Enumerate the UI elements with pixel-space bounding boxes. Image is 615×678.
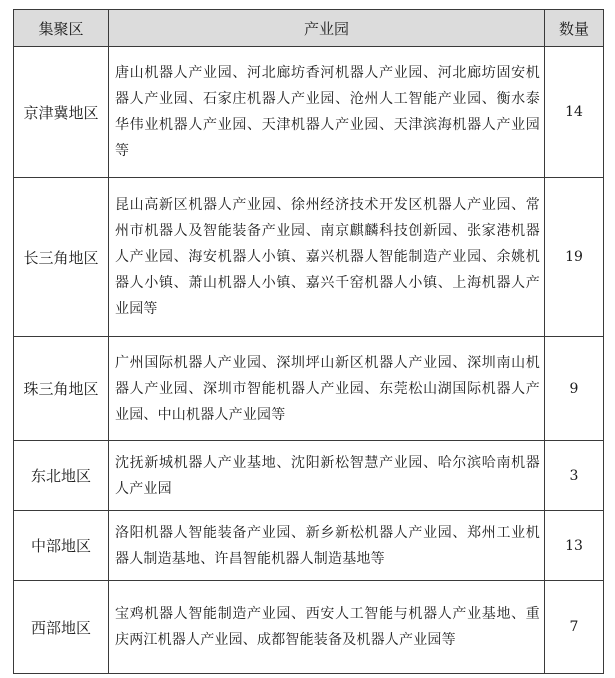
region-cell: 中部地区 <box>14 511 109 581</box>
parks-cell: 宝鸡机器人智能制造产业园、西安人工智能与机器人产业基地、重庆两江机器人产业园、成都智能装备及机器人产业园等 <box>109 581 545 674</box>
industrial-park-table <box>13 9 604 674</box>
count-cell: 9 <box>545 337 604 441</box>
table-row <box>14 441 604 511</box>
table-row <box>14 178 604 337</box>
table-header <box>14 10 604 47</box>
header-region: 集聚区 <box>14 10 109 47</box>
region-cell: 京津冀地区 <box>14 47 109 178</box>
header-parks: 产业园 <box>109 10 545 47</box>
region-cell: 长三角地区 <box>14 178 109 337</box>
table-row <box>14 47 604 178</box>
count-cell: 19 <box>545 178 604 337</box>
parks-cell: 洛阳机器人智能装备产业园、新乡新松机器人产业园、郑州工业机器人制造基地、许昌智能机器人制造基地等 <box>109 511 545 581</box>
region-cell: 珠三角地区 <box>14 337 109 441</box>
region-cell: 西部地区 <box>14 581 109 674</box>
parks-cell: 广州国际机器人产业园、深圳坪山新区机器人产业园、深圳南山机器人产业园、深圳市智能机器人产业园、东莞松山湖国际机器人产业园、中山机器人产业园等 <box>109 337 545 441</box>
table-row <box>14 511 604 581</box>
region-cell: 东北地区 <box>14 441 109 511</box>
header-row <box>14 10 604 47</box>
count-cell: 3 <box>545 441 604 511</box>
count-cell: 13 <box>545 511 604 581</box>
table-row <box>14 581 604 674</box>
parks-cell: 唐山机器人产业园、河北廊坊香河机器人产业园、河北廊坊固安机器人产业园、石家庄机器人产业园、沧州人工智能产业园、衡水泰华伟业机器人产业园、天津机器人产业园、天津滨海机器人产业园等 <box>109 47 545 178</box>
industrial-park-table-container <box>13 9 603 674</box>
header-count: 数量 <box>545 10 604 47</box>
parks-cell: 昆山高新区机器人产业园、徐州经济技术开发区机器人产业园、常州市机器人及智能装备产业园、南京麒麟科技创新园、张家港机器人产业园、海安机器人小镇、嘉兴机器人智能制造产业园、余姚机器人小镇、萧山机器人小镇、嘉兴千窑机器人小镇、上海机器人产业园等 <box>109 178 545 337</box>
count-cell: 7 <box>545 581 604 674</box>
table-row <box>14 337 604 441</box>
table-body <box>14 47 604 674</box>
parks-cell: 沈抚新城机器人产业基地、沈阳新松智慧产业园、哈尔滨哈南机器人产业园 <box>109 441 545 511</box>
count-cell: 14 <box>545 47 604 178</box>
